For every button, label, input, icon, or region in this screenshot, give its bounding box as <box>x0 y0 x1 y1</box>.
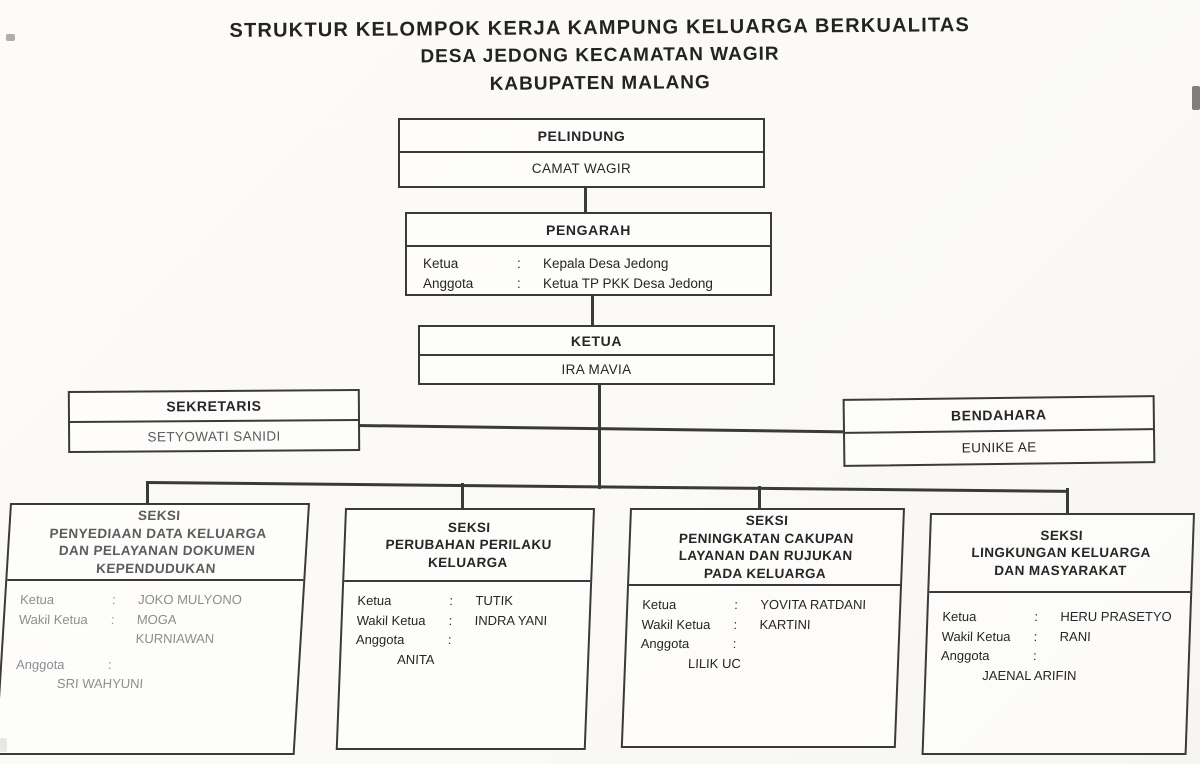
seksi-2-title-line: PERUBAHAN PERILAKU <box>385 537 552 553</box>
bendahara-name: EUNIKE AE <box>961 439 1037 456</box>
connector-drop-seksi-3 <box>758 486 761 510</box>
sekretaris-box <box>68 389 360 453</box>
colon-separator: : <box>1032 648 1037 663</box>
role-value: KARTINI <box>759 616 811 632</box>
seksi-4-title-line: LINGKUNGAN KELUARGA <box>971 545 1152 561</box>
role-value: YOVITA RATDANI <box>760 597 867 612</box>
connector-drop-seksi-2 <box>461 483 464 509</box>
colon-separator: : <box>107 656 113 672</box>
colon-separator: : <box>1034 609 1039 624</box>
seksi-row-ketua <box>942 607 1186 627</box>
seksi-member-name: LILIK UC <box>687 655 742 671</box>
role-label: Anggota <box>355 632 405 647</box>
pelindung-box <box>398 118 765 188</box>
colon-separator: : <box>449 593 454 608</box>
connector-ketua-down <box>598 384 601 489</box>
connector-sekretaris-bendahara <box>358 424 845 433</box>
role-label: Ketua <box>942 609 977 624</box>
seksi-row-wakil <box>356 611 585 631</box>
seksi-row-anggota <box>640 634 894 654</box>
seksi-1-box <box>0 503 310 755</box>
chart-title-line-3: KABUPATEN MALANG <box>489 72 711 95</box>
chart-title-line-2: DESA JEDONG KECAMATAN WAGIR <box>420 43 780 68</box>
role-value: INDRA YANI <box>474 612 548 628</box>
seksi-3-members <box>626 586 900 673</box>
seksi-4-title-line: DAN MASYARAKAT <box>994 562 1127 578</box>
role-label: Ketua <box>19 592 55 607</box>
seksi-row-ketua <box>642 595 896 615</box>
colon-separator: : <box>448 612 453 628</box>
seksi-4-title-line: SEKSI <box>1040 527 1084 543</box>
seksi-1-title-line: SEKSI <box>137 508 181 523</box>
role-label: Anggota <box>640 636 690 651</box>
role-label: Ketua <box>642 597 677 612</box>
chart-title <box>0 9 1200 102</box>
colon-separator: : <box>1033 628 1038 644</box>
seksi-1-title-line: PENYEDIAAN DATA KELUARGA <box>49 525 268 541</box>
seksi-3-title-line: PADA KELUARGA <box>703 565 827 581</box>
role-label: Anggota <box>15 656 66 672</box>
pelindung-name: CAMAT WAGIR <box>531 161 632 176</box>
seksi-row-ketua <box>19 590 298 610</box>
seksi-row-wakil <box>941 627 1185 647</box>
connector-seksi-bus <box>146 481 1068 493</box>
seksi-1-members <box>0 581 303 694</box>
colon-separator: : <box>734 597 739 612</box>
seksi-row-wakil <box>17 610 297 649</box>
bendahara-role-title: BENDAHARA <box>845 397 1153 434</box>
role-value <box>1059 646 1185 666</box>
seksi-2-title-line: KELUARGA <box>427 554 509 570</box>
role-label: Anggota <box>940 648 990 663</box>
role-label: Ketua <box>357 593 392 608</box>
seksi-4-title <box>929 515 1193 593</box>
seksi-row-anggota <box>356 630 585 650</box>
role-value: RANI <box>1059 628 1092 644</box>
role-value: JOKO MULYONO <box>137 592 243 607</box>
seksi-1-title-line: DAN PELAYANAN DOKUMEN <box>58 543 256 558</box>
sekretaris-name: SETYOWATI SANIDI <box>147 428 281 444</box>
ketua-role-title: KETUA <box>420 327 773 356</box>
seksi-member-name: JAENAL ARIFIN <box>982 667 1077 683</box>
role-label: Ketua <box>423 256 459 271</box>
connector-drop-seksi-1 <box>146 481 149 504</box>
colon-separator: : <box>517 256 521 271</box>
seksi-4-box <box>922 513 1195 755</box>
role-value: HERU PRASETYO <box>1060 609 1172 624</box>
role-value: Ketua TP PKK Desa Jedong <box>543 276 713 291</box>
seksi-3-title-line: LAYANAN DAN RUJUKAN <box>678 548 853 563</box>
seksi-2-title <box>344 510 593 582</box>
seksi-member-name: ANITA <box>396 651 435 667</box>
role-label: Wakil Ketua <box>18 611 89 627</box>
bendahara-box <box>843 395 1156 467</box>
role-label: Anggota <box>423 276 474 291</box>
seksi-3-title <box>629 510 903 586</box>
role-value <box>758 634 894 654</box>
pengarah-role-title: PENGARAH <box>407 214 770 247</box>
seksi-3-title-line: SEKSI <box>745 513 789 528</box>
seksi-3-title-line: PENINGKATAN CAKUPAN <box>678 530 855 546</box>
pengarah-members <box>407 247 770 294</box>
colon-separator: : <box>733 616 738 632</box>
ketua-box <box>418 325 775 385</box>
seksi-member-name: SRI WAHYUNI <box>56 676 144 691</box>
role-label: Wakil Ketua <box>356 612 426 628</box>
pelindung-role-title: PELINDUNG <box>400 120 763 153</box>
role-label: Wakil Ketua <box>641 616 711 632</box>
sekretaris-role-title: SEKRETARIS <box>70 391 358 423</box>
seksi-4-members <box>926 593 1190 685</box>
role-value: Kepala Desa Jedong <box>543 256 669 271</box>
connector-pengarah-ketua <box>591 295 594 326</box>
colon-separator: : <box>517 276 521 291</box>
pengarah-row-ketua <box>423 254 770 274</box>
seksi-row-ketua <box>357 591 586 611</box>
chart-title-line-1: STRUKTUR KELOMPOK KERJA KAMPUNG KELUARGA BERKUALITAS <box>229 14 971 42</box>
role-value <box>134 655 253 675</box>
seksi-row-wakil <box>641 615 895 635</box>
role-value <box>474 630 585 650</box>
colon-separator: : <box>732 636 737 651</box>
role-value: TUTIK <box>475 593 514 608</box>
ketua-name: IRA MAVIA <box>561 362 632 377</box>
colon-separator: : <box>447 632 452 647</box>
seksi-2-title-line: SEKSI <box>447 519 491 535</box>
role-value: MOGA KURNIAWAN <box>135 611 215 646</box>
seksi-3-box <box>621 508 905 748</box>
seksi-row-anggota <box>941 646 1185 666</box>
pengarah-row-anggota <box>423 274 770 294</box>
seksi-row-anggota <box>16 655 295 675</box>
seksi-1-title-line: KEPENDUDUKAN <box>95 560 217 576</box>
role-label: Wakil Ketua <box>941 628 1011 644</box>
colon-separator: : <box>110 611 115 627</box>
connector-pelindung-pengarah <box>584 188 587 212</box>
connector-drop-seksi-4 <box>1066 488 1069 514</box>
pengarah-box <box>405 212 772 296</box>
seksi-2-box <box>336 508 595 750</box>
seksi-2-members <box>341 582 590 669</box>
seksi-1-title <box>7 505 308 581</box>
colon-separator: : <box>111 592 117 607</box>
